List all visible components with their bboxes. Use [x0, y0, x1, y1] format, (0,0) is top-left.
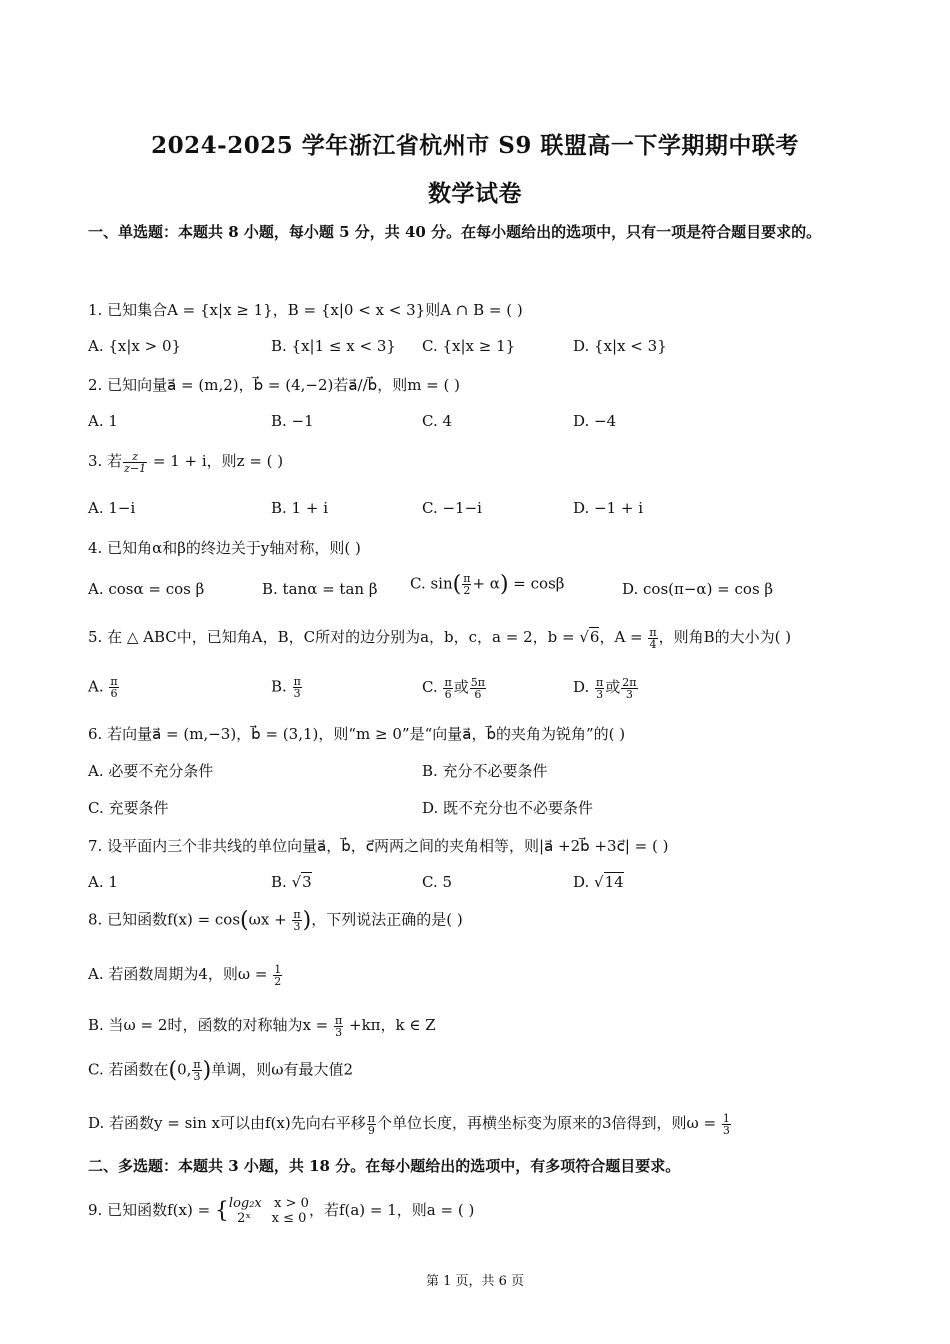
q9-case1-c: x > 0 [274, 1196, 309, 1211]
question-4: 4. 已知角α和β的终边关于y轴对称，则( ) [88, 539, 361, 557]
q5-c-label: C. [422, 678, 443, 696]
q9-piecewise [229, 1196, 309, 1226]
page-footer: 第 1 页，共 6 页 [425, 1274, 525, 1289]
q3-frac-num: z [123, 451, 147, 463]
q8-a-pre: A. 若函数周期为4，则ω = [88, 965, 273, 983]
question-1: 1. 已知集合A = {x|x ≥ 1}，B = {x|0 < x < 3}则A ∩ B = ( ) [88, 301, 523, 319]
exam-subtitle: 数学试卷 [428, 180, 522, 207]
q9-stem-post: ，若f(a) = 1，则a = ( ) [308, 1201, 475, 1219]
q8-c-post: 单调，则ω有最大值2 [211, 1060, 353, 1079]
q2-option-d: D. −4 [573, 412, 617, 430]
q7-option-b: B. √3 [271, 873, 312, 891]
q8-d-num2: 1 [722, 1111, 730, 1125]
q8-c-inner: 0, [177, 1060, 192, 1079]
q5-c-fraction-2 [470, 677, 486, 700]
q5-c-fraction-1 [443, 677, 452, 700]
q3-option-a: A. 1−i [88, 499, 136, 517]
q4-c-paren-close: ) [499, 572, 509, 597]
q8-b-den: 3 [335, 1025, 343, 1039]
q3-option-b: B. 1 + i [271, 499, 329, 517]
q5-d-num1: π [596, 675, 604, 689]
q7-b-label: B. [271, 873, 292, 891]
q4-c-den: 2 [463, 584, 471, 597]
q9-case-2 [229, 1211, 309, 1226]
q9-case1-f: log₂x [228, 1196, 262, 1211]
q5-d-num2: 2π [622, 675, 637, 689]
q5-option-b [271, 676, 303, 699]
q3-frac-den: z−1 [124, 461, 147, 475]
q5-frac-num: π [649, 625, 657, 639]
q8-c-paren-open: ( [168, 1058, 178, 1083]
q8-d-num1: π [367, 1111, 375, 1125]
q1-option-b: B. {x|1 ≤ x < 3} [271, 337, 396, 355]
q5-option-c [422, 676, 487, 700]
q4-option-d: D. cos(π−α) = cos β [622, 580, 774, 598]
q5-option-d [573, 676, 639, 700]
q8-c-den: 3 [193, 1070, 201, 1083]
q5-c-den1: 6 [444, 687, 452, 701]
q8-a-den: 2 [274, 974, 282, 988]
q8-frac-num: π [293, 908, 301, 921]
q4-c-num: π [463, 572, 471, 585]
q2-option-a: A. 1 [88, 412, 118, 430]
q2-option-b: B. −1 [271, 412, 314, 430]
q9-case2-f: 2ˣ [237, 1211, 251, 1226]
q5-stem-pre: 5. 在 △ ABC中，已知角A，B，C所对的边分别为a，b，c，a = 2，b = [88, 628, 580, 646]
q7-option-d: D. √14 [573, 873, 624, 891]
q8-stem-inner: ωx + [248, 910, 292, 929]
q8-paren-close: ) [302, 908, 312, 933]
q5-d-label: D. [573, 678, 595, 696]
q1-option-c: C. {x|x ≥ 1} [422, 337, 516, 355]
q5-a-den: 6 [110, 687, 118, 700]
q5-a-label: A. [88, 677, 109, 696]
q5-sqrt: 6 [589, 628, 600, 646]
q8-b-num: π [335, 1013, 343, 1027]
q8-d-fraction-1 [367, 1113, 376, 1136]
q5-d-den2: 3 [625, 687, 633, 701]
q8-b-pre: B. 当ω = 2时，函数的对称轴为x = [88, 1016, 334, 1034]
q1-option-a: A. {x|x > 0} [88, 337, 182, 355]
q4-c-end: = cosβ [508, 574, 565, 593]
q8-a-num: 1 [274, 962, 282, 976]
q6-option-b: B. 充分不必要条件 [422, 762, 548, 780]
q6-option-d: D. 既不充分也不必要条件 [422, 799, 594, 817]
q4-option-a: A. cosα = cos β [88, 580, 205, 598]
q5-c-num1: π [444, 675, 452, 689]
q8-paren-open: ( [240, 908, 249, 933]
q4-c-post: + α [472, 574, 500, 593]
q8-c-num: π [193, 1058, 201, 1071]
q8-d-den1: 9 [367, 1123, 375, 1137]
q9-case-1 [229, 1196, 309, 1211]
question-6: 6. 若向量a⃗ = (m,−3)，b⃗ = (3,1)，则“m ≥ 0”是“向量a⃗，b⃗的夹角为锐角”的( ) [88, 725, 626, 743]
q9-stem-pre: 9. 已知函数f(x) = [88, 1201, 215, 1219]
q5-c-den2: 6 [474, 687, 482, 701]
q7-b-sqrt: 3 [302, 873, 312, 891]
q8-option-b [88, 1014, 436, 1038]
question-7: 7. 设平面内三个非共线的单位向量a⃗，b⃗，c⃗两两之间的夹角相等，则|a⃗ +2b⃗ +3c⃗| = ( ) [88, 837, 669, 855]
exam-title: 2024-2025 学年浙江省杭州市 S9 联盟高一下学期期中联考 [151, 132, 799, 159]
question-2: 2. 已知向量a⃗ = (m,2)，b⃗ = (4,−2)若a⃗//b⃗，则m = ( ) [88, 376, 460, 394]
q5-d-den1: 3 [596, 687, 604, 701]
q8-option-d [88, 1112, 732, 1136]
q5-a-fraction [109, 676, 118, 699]
q5-b-label: B. [271, 677, 292, 696]
section-1-heading: 一、单选题：本题共 8 小题，每小题 5 分，共 40 分。在每小题给出的选项中，只有一项是符合题目要求的。 [88, 223, 822, 241]
q8-c-paren-close: ) [202, 1058, 212, 1083]
q5-frac-den: 4 [649, 637, 657, 651]
q8-d-mid: 个单位长度，再横坐标变为原来的3倍得到，则ω = [376, 1114, 721, 1132]
q6-option-c: C. 充要条件 [88, 799, 169, 817]
question-8 [88, 908, 463, 933]
q8-d-den2: 3 [722, 1123, 730, 1137]
q9-brace: { [214, 1198, 229, 1224]
q8-stem-pre: 8. 已知函数f(x) = cos [88, 910, 241, 929]
q5-stem-mid: ，A = [599, 628, 648, 646]
q8-b-fraction [334, 1015, 343, 1038]
q1-option-d: D. {x|x < 3} [573, 337, 667, 355]
q4-option-b: B. tanα = tan β [262, 580, 378, 598]
q8-option-c [88, 1058, 353, 1083]
q6-option-a: A. 必要不充分条件 [88, 762, 214, 780]
q5-fraction [648, 627, 657, 650]
q5-d-fraction-2 [621, 677, 637, 700]
question-9 [88, 1196, 474, 1226]
q4-c-pre: C. sin [410, 574, 453, 593]
q7-d-sqrt: 14 [604, 873, 624, 891]
q5-d-or: 或 [605, 678, 621, 696]
q8-option-a [88, 963, 283, 987]
q5-c-or: 或 [453, 678, 469, 696]
q8-c-fraction [192, 1059, 201, 1082]
q7-option-c: C. 5 [422, 873, 453, 891]
q3-stem-post: = 1 + i，则z = ( ) [148, 452, 284, 470]
q2-option-c: C. 4 [422, 412, 453, 430]
q7-option-a: A. 1 [88, 873, 118, 891]
section-2-heading: 二、多选题：本题共 3 小题，共 18 分。在每小题给出的选项中，有多项符合题目要求。 [88, 1157, 681, 1175]
q8-fraction [292, 909, 301, 932]
q5-b-num: π [293, 675, 301, 688]
question-5: 5. 在 △ ABC中，已知角A，B，C所对的边分别为a，b，c，a = 2，b = √6，A = $\frac{\pi}{4}$ ，则角B的大小为( ) [88, 625, 792, 651]
q4-c-paren-open: ( [452, 572, 462, 597]
q4-option-c [410, 572, 564, 597]
q7-d-label: D. [573, 873, 595, 891]
q3-fraction [123, 451, 147, 474]
q9-case2-c: x ≤ 0 [271, 1211, 307, 1226]
q5-b-den: 3 [293, 687, 301, 700]
q8-d-pre: D. 若函数y = sin x可以由f(x)先向右平移 [88, 1114, 366, 1132]
q8-b-post: +kπ，k ∈ Z [344, 1016, 436, 1034]
q8-a-fraction [273, 964, 282, 987]
q4-c-fraction [462, 573, 471, 596]
q8-frac-den: 3 [293, 920, 301, 933]
q3-stem-pre: 3. 若 [88, 452, 123, 470]
q3-option-c: C. −1−i [422, 499, 482, 517]
q3-option-d: D. −1 + i [573, 499, 644, 517]
q5-a-num: π [110, 675, 118, 688]
q5-c-num2: 5π [470, 675, 485, 689]
q8-stem-post: ，下列说法正确的是( ) [311, 910, 463, 929]
q5-d-fraction-1 [595, 677, 604, 700]
q8-c-pre: C. 若函数在 [88, 1060, 169, 1079]
q5-option-a [88, 676, 120, 699]
q8-d-fraction-2 [722, 1113, 731, 1136]
q5-b-fraction [293, 676, 302, 699]
question-3 [88, 450, 283, 474]
q5-stem-post: ，则角B的大小为( ) [658, 628, 792, 646]
